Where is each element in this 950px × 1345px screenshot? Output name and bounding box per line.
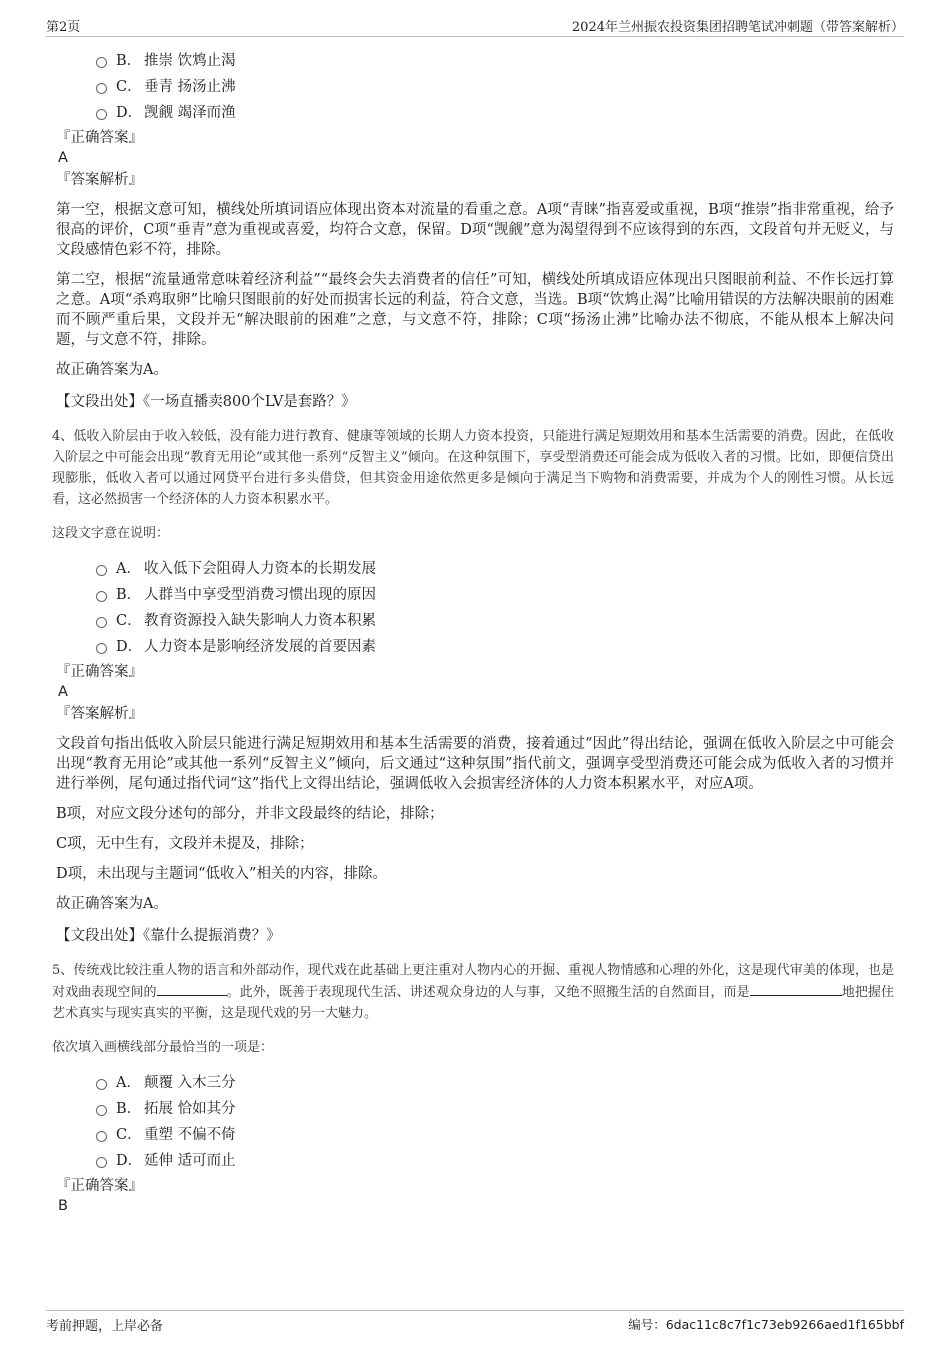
question-text: 4、低收入阶层由于收入较低，没有能力进行教育、健康等领域的长期人力资本投资，只能进行满足短期效用和基本生活需要的消费。因此，在低收入阶层之中可能会出现“教育无用论”或其他一系列“反智主义”倾向。在这种氛围下，享受型消费还可能会成为低收入者的习惯。比如，即便信贷出现膨胀，低收入者可以通过网贷平台进行多头借贷，但其资金用途依然更多是倾向于满足当下购物和消费需要，并成为个人的刚性习惯。从长远看，这必然损害一个经济体的人力资本积累水平。: [52, 429, 894, 507]
option-text: 人力资本是影响经济发展的首要因素: [144, 639, 376, 655]
option-text: 重塑 不偏不倚: [144, 1127, 236, 1143]
option-text: 觊觎 竭泽而渔: [144, 105, 236, 121]
question-prompt: 依次填入画横线部分最恰当的一项是：: [52, 1040, 274, 1055]
radio-icon[interactable]: [96, 83, 107, 94]
question-text: [52, 960, 894, 1024]
option-text: 收入低下会阻碍人力资本的长期发展: [144, 561, 376, 577]
document-id: 编号：6dac11c8c7f1c73eb9266aed1f165bbf: [628, 1317, 904, 1332]
radio-icon[interactable]: [96, 565, 107, 576]
question-prompt: 这段文字意在说明：: [52, 526, 170, 541]
q5-option-d[interactable]: [56, 1148, 894, 1174]
q3-options: [56, 48, 894, 126]
q5-option-c[interactable]: [56, 1122, 894, 1148]
answer-label: 『正确答案』: [56, 1178, 143, 1194]
question-text-part: 。此外，既善于表现现代生活、讲述观众身边的人与事，又绝不照搬生活的自然面目，而是: [226, 985, 750, 1000]
analysis-paragraph: 文段首句指出低收入阶层只能进行满足短期效用和基本生活需要的消费，接着通过“因此”得出结论，强调在低收入阶层之中可能会出现“教育无用论”或其他一系列“反智主义”倾向，后文通过“这种氛围”指代前文，强调享受型消费还可能会成为低收入者的习惯并进行举例，尾句通过指代词“这”指代上文得出结论，强调低收入会损害经济体的人力资本积累水平，对应A项。: [56, 736, 894, 792]
q4-options: [56, 556, 894, 660]
q5-options: [56, 1070, 894, 1174]
option-text: 人群当中享受型消费习惯出现的原因: [144, 587, 376, 603]
analysis-paragraph: 故正确答案为A。: [56, 362, 168, 378]
radio-icon[interactable]: [96, 109, 107, 120]
q3-option-b[interactable]: [56, 48, 894, 74]
option-text: 拓展 恰如其分: [144, 1101, 236, 1117]
q3-option-d[interactable]: [56, 100, 894, 126]
source-citation: 【文段出处】《一场直播卖800个LV是套路？》: [56, 394, 356, 410]
option-text: 推崇 饮鸩止渴: [144, 53, 236, 69]
analysis-paragraph: C项，无中生有，文段并未提及，排除；: [56, 836, 314, 852]
footer-slogan: 考前押题，上岸必备: [46, 1319, 164, 1334]
document-title: 2024年兰州振农投资集团招聘笔试冲刺题（带答案解析）: [571, 20, 904, 35]
option-letter: B．: [116, 53, 142, 69]
page-content: [52, 44, 894, 1216]
q5-option-b[interactable]: [56, 1096, 894, 1122]
option-text: 垂青 扬汤止沸: [144, 79, 236, 95]
q4-option-d[interactable]: [56, 634, 894, 660]
answer-label: 『正确答案』: [56, 664, 143, 680]
option-letter: A．: [116, 561, 141, 577]
answer-label: 『正确答案』: [56, 130, 143, 146]
option-letter: C．: [116, 79, 142, 95]
radio-icon[interactable]: [96, 57, 107, 68]
radio-icon[interactable]: [96, 1131, 107, 1142]
analysis-paragraph: 第二空，根据“流量通常意味着经济利益”“最终会失去消费者的信任”可知，横线处所填成语应体现出只图眼前利益、不作长远打算之意。A项“杀鸡取卵”比喻只图眼前的好处而损害长远的利益，符合文意，当选。B项“饮鸩止渴”比喻用错误的方法解决眼前的困难而不顾严重后果，文段并无“解决眼前的困难”之意，与文意不符，排除；C项“扬汤止沸”比喻办法不彻底，不能从根本上解决问题，与文意不符，排除。: [56, 272, 894, 348]
radio-icon[interactable]: [96, 591, 107, 602]
option-text: 颠覆 入木三分: [144, 1075, 236, 1091]
option-letter: D．: [116, 1153, 143, 1169]
fill-blank-2: [750, 981, 842, 996]
option-letter: C．: [116, 613, 142, 629]
question-text-part: 5、传统戏比较注重人物的语言和外部动作，现代戏在此基础上更注重对人物内心的开掘、重视人物情感和心理的外化，这是现代审美的体现，也是对戏曲表现空间的: [52, 963, 894, 1000]
option-text: 延伸 适可而止: [144, 1153, 236, 1169]
radio-icon[interactable]: [96, 643, 107, 654]
q4-option-b[interactable]: [56, 582, 894, 608]
analysis-label: 『答案解析』: [56, 172, 143, 188]
page-footer: [46, 1310, 904, 1334]
analysis-paragraph: D项，未出现与主题词“低收入”相关的内容，排除。: [56, 866, 387, 882]
radio-icon[interactable]: [96, 1105, 107, 1116]
answer-value: A: [58, 684, 68, 700]
answer-value: B: [58, 1198, 68, 1214]
page-header: [46, 14, 904, 37]
q4-option-c[interactable]: [56, 608, 894, 634]
fill-blank-1: [157, 981, 227, 996]
analysis-paragraph: 故正确答案为A。: [56, 896, 168, 912]
analysis-paragraph: 第一空，根据文意可知，横线处所填词语应体现出资本对流量的看重之意。A项“青睐”指喜爱或重视，B项“推崇”指非常重视，给予很高的评价，C项“垂青”意为重视或喜爱，均符合文意，保留。D项“觊觎”意为渴望得到不应该得到的东西，文段首句并无贬义，与文段感情色彩不符，排除。: [56, 202, 894, 258]
radio-icon[interactable]: [96, 1157, 107, 1168]
option-letter: B．: [116, 1101, 142, 1117]
question-text-part: 地把握住艺术真实与现实真实的平衡，这是现代戏的另一大魅力。: [52, 985, 894, 1021]
q3-option-c[interactable]: [56, 74, 894, 100]
q5-option-a[interactable]: [56, 1070, 894, 1096]
source-citation: 【文段出处】《靠什么提振消费？》: [56, 928, 281, 944]
answer-value: A: [58, 150, 68, 166]
analysis-label: 『答案解析』: [56, 706, 143, 722]
q4-option-a[interactable]: [56, 556, 894, 582]
radio-icon[interactable]: [96, 617, 107, 628]
page-number: 第2页: [46, 20, 81, 35]
option-letter: A．: [116, 1075, 141, 1091]
analysis-paragraph: B项，对应文段分述句的部分，并非文段最终的结论，排除；: [56, 806, 444, 822]
option-letter: C．: [116, 1127, 142, 1143]
option-text: 教育资源投入缺失影响人力资本积累: [144, 613, 376, 629]
option-letter: B．: [116, 587, 142, 603]
option-letter: D．: [116, 105, 143, 121]
radio-icon[interactable]: [96, 1079, 107, 1090]
option-letter: D．: [116, 639, 143, 655]
